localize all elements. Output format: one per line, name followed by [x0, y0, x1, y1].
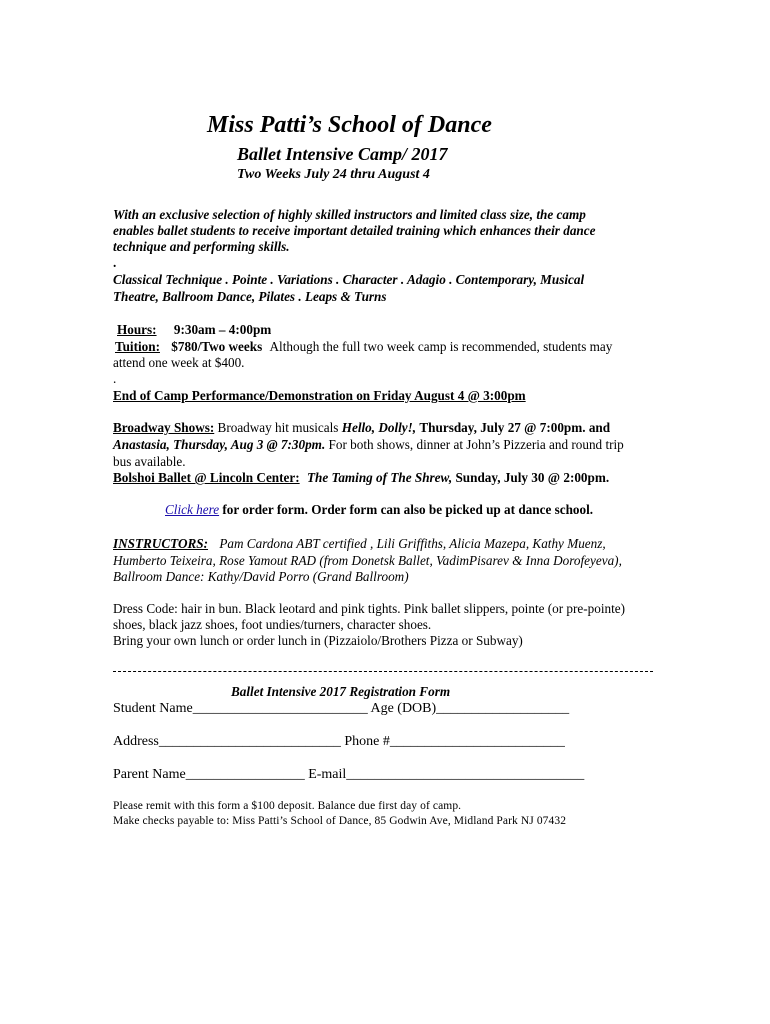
address-field[interactable]: Address__________________________ — [113, 734, 341, 749]
performance-notice: End of Camp Performance/Demonstration on Friday August 4 @ 3:00pm — [113, 388, 526, 403]
dress-line-1: Dress Code: hair in bun. Black leotard and pink tights. Pink ballet slippers, pointe (or pre-pointe) — [113, 601, 626, 616]
cut-line-divider — [113, 671, 653, 672]
broadway-show-2: Anastasia, Thursday, Aug 3 @ 7:30pm. — [113, 437, 326, 452]
tuition-note: Although the full two week camp is recommended, students may — [269, 339, 613, 354]
camp-subtitle: Ballet Intensive Camp/ 2017 — [237, 144, 448, 164]
bolshoi-show: The Taming of The Shrew, — [306, 470, 453, 485]
student-row — [113, 701, 569, 717]
broadway-date-1: Thursday, July 27 @ 7:00pm. and — [419, 420, 611, 435]
bolshoi-row — [113, 470, 609, 486]
intro-line-2: enables ballet students to receive important detailed training which enhances their dance — [113, 223, 596, 238]
broadway-label: Broadway Shows: — [113, 420, 215, 435]
instructors-line-3: Ballroom Dance: Kathy/David Porro (Grand Ballroom) — [113, 569, 409, 584]
intro-line-3: technique and performing skills. — [113, 239, 290, 254]
broadway-row-2 — [113, 437, 624, 453]
broadway-text-2: For both shows, dinner at John’s Pizzeria and round trip — [328, 437, 624, 452]
tuition-row — [115, 339, 612, 355]
classes-line-2: Theatre, Ballroom Dance, Pilates . Leaps & Turns — [113, 289, 387, 304]
deposit-note: Please remit with this form a $100 deposit. Balance due first day of camp. — [113, 800, 462, 812]
order-text: for order form. Order form can also be picked up at dance school. — [222, 502, 594, 517]
bolshoi-label: Bolshoi Ballet @ Lincoln Center: — [113, 470, 300, 485]
address-row — [113, 734, 565, 750]
intro-line-1: With an exclusive selection of highly skilled instructors and limited class size, the camp — [113, 207, 586, 222]
broadway-row — [113, 420, 610, 436]
phone-field[interactable]: Phone #_________________________ — [344, 734, 565, 749]
instructors-line-2: Humberto Teixeira, Rose Yamout RAD (from Donetsk Ballet, VadimPisarev & Inna Dorofeyeva), — [113, 553, 622, 568]
bolshoi-date: Sunday, July 30 @ 2:00pm. — [455, 470, 610, 485]
registration-form-title: Ballet Intensive 2017 Registration Form — [231, 684, 451, 699]
tuition-value: $780/Two weeks — [171, 339, 263, 354]
broadway-text-3: bus available. — [113, 454, 186, 469]
email-field[interactable]: E-mail__________________________________ — [308, 767, 585, 782]
intro-dot: . — [113, 255, 117, 270]
age-dob-field[interactable]: Age (DOB)___________________ — [370, 701, 570, 716]
student-name-field[interactable]: Student Name_________________________ — [113, 701, 368, 716]
instructors-line-1: Pam Cardona ABT certified , Lili Griffiths, Alicia Mazepa, Kathy Muenz, — [219, 536, 606, 551]
broadway-show-1: Hello, Dolly!, — [341, 420, 417, 435]
dress-line-2: shoes, black jazz shoes, foot undies/turners, character shoes. — [113, 617, 432, 632]
broadway-text: Broadway hit musicals — [217, 420, 339, 435]
instructors-label: INSTRUCTORS: — [113, 536, 209, 551]
classes-line-1: Classical Technique . Pointe . Variations . Character . Adagio . Contemporary, Musical — [113, 272, 585, 287]
hours-row — [117, 322, 271, 338]
order-form-link[interactable]: Click here — [165, 502, 220, 517]
instructors-row — [113, 536, 606, 552]
order-row — [165, 502, 593, 518]
tuition-dot: . — [113, 371, 117, 386]
page-title: Miss Patti’s School of Dance — [207, 112, 492, 138]
parent-name-field[interactable]: Parent Name_________________ — [113, 767, 305, 782]
tuition-note-2: attend one week at $400. — [113, 355, 245, 370]
payable-note: Make checks payable to: Miss Patti’s School of Dance, 85 Godwin Ave, Midland Park NJ 07432 — [113, 815, 567, 827]
hours-label: Hours: — [117, 322, 157, 337]
dress-line-3: Bring your own lunch or order lunch in (Pizzaiolo/Brothers Pizza or Subway) — [113, 633, 523, 648]
parent-row — [113, 767, 584, 783]
tuition-label: Tuition: — [115, 339, 160, 354]
hours-value: 9:30am – 4:00pm — [173, 322, 272, 337]
camp-dates: Two Weeks July 24 thru August 4 — [237, 167, 430, 182]
